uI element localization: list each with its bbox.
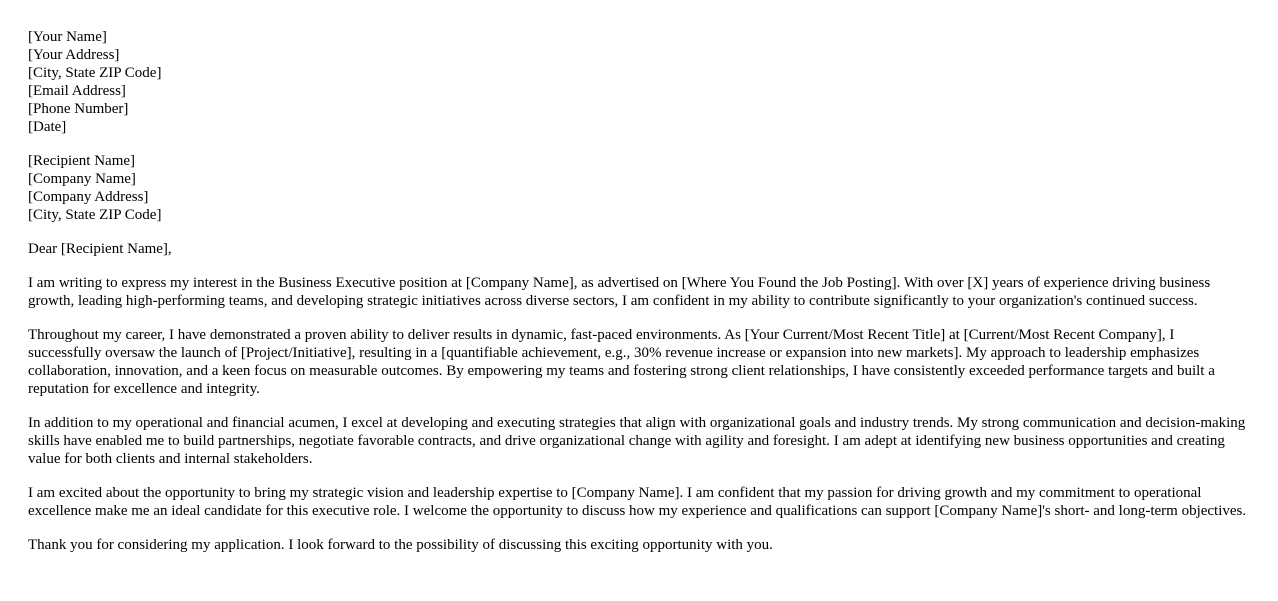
body-paragraph-skills: In addition to my operational and financial acumen, I excel at developing and executing strategies that align with organizational goals and industry trends. My strong communication and decision-making skills have enabled me to build partnerships, negotiate favorable contracts, and drive organizational change with agility and foresight. I am adept at identifying new business opportunities and creating value for both clients and internal stakeholders.	[28, 415, 1246, 467]
sender-city-state-zip: [City, State ZIP Code]	[28, 65, 162, 81]
sender-address-block	[28, 28, 1250, 136]
closing-paragraph: Thank you for considering my application. I look forward to the possibility of discussing this exciting opportunity with you.	[28, 537, 773, 553]
body-paragraph-experience: Throughout my career, I have demonstrated a proven ability to deliver results in dynamic, fast-paced environments. As [Your Current/Most Recent Title] at [Current/Most Recent Company], I successfully oversaw the launch of [Project/Initiative], resulting in a [quantifiable achievement, e.g., 30% revenue increase or expansion into new markets]. My approach to leadership emphasizes collaboration, innovation, and a keen focus on measurable outcomes. By empowering my teams and fostering strong client relationships, I have consistently exceeded performance targets and built a reputation for excellence and integrity.	[28, 327, 1215, 397]
recipient-address-block	[28, 152, 1250, 224]
letter-date: [Date]	[28, 119, 67, 135]
sender-email: [Email Address]	[28, 83, 126, 99]
body-paragraph-intro: I am writing to express my interest in the Business Executive position at [Company Name], as advertised on [Where You Found the Job Posting]. With over [X] years of experience driving business growth, leading high-performing teams, and developing strategic initiatives across diverse sectors, I am confident in my ability to contribute significantly to your organization's continued success.	[28, 275, 1211, 309]
salutation: Dear [Recipient Name],	[28, 241, 172, 257]
recipient-city-state-zip: [City, State ZIP Code]	[28, 207, 162, 223]
sender-phone: [Phone Number]	[28, 101, 129, 117]
sender-name: [Your Name]	[28, 29, 107, 45]
recipient-company-name: [Company Name]	[28, 171, 136, 187]
recipient-company-address: [Company Address]	[28, 189, 149, 205]
body-paragraph-motivation: I am excited about the opportunity to bring my strategic vision and leadership expertise to [Company Name]. I am confident that my passion for driving growth and my commitment to operational excellence make me an ideal candidate for this executive role. I welcome the opportunity to discuss how my experience and qualifications can support [Company Name]'s short- and long-term objectives.	[28, 485, 1247, 519]
recipient-name: [Recipient Name]	[28, 153, 136, 169]
sender-address: [Your Address]	[28, 47, 120, 63]
cover-letter-document	[28, 28, 1250, 570]
